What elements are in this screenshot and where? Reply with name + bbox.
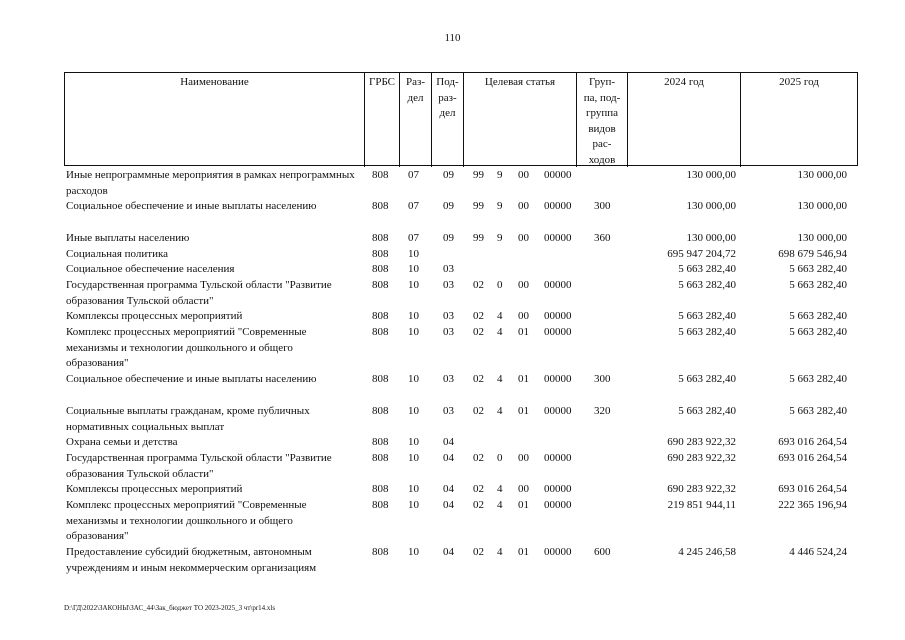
row-grbs: 808 bbox=[372, 436, 389, 448]
header-podrazdel bbox=[431, 73, 463, 167]
row-t2: 4 bbox=[497, 405, 503, 417]
header-group-1: Груп- bbox=[588, 76, 616, 88]
header-group-3: группа bbox=[585, 107, 619, 119]
row-y2: 130 000,00 bbox=[797, 169, 847, 181]
row-y2: 693 016 264,54 bbox=[778, 483, 847, 495]
row-name: Предоставление субсидий бюджетным, автономным учреждениям и иным некоммерческим организациям bbox=[66, 546, 317, 574]
row-t2: 4 bbox=[497, 373, 503, 385]
row-y1: 5 663 282,40 bbox=[678, 263, 736, 275]
row-t4: 00000 bbox=[544, 169, 572, 181]
row-rz: 10 bbox=[408, 436, 419, 448]
row-y1: 5 663 282,40 bbox=[678, 373, 736, 385]
header-podrazdel-1: Под- bbox=[436, 76, 459, 88]
row-y1: 130 000,00 bbox=[686, 200, 736, 212]
row-y2: 5 663 282,40 bbox=[789, 263, 847, 275]
row-y1: 5 663 282,40 bbox=[678, 310, 736, 322]
row-t3: 01 bbox=[518, 499, 529, 511]
header-group bbox=[576, 73, 627, 167]
row-grbs: 808 bbox=[372, 200, 389, 212]
row-t2: 4 bbox=[497, 499, 503, 511]
header-name-text: Наименование bbox=[180, 76, 249, 88]
row-name: Охрана семьи и детства bbox=[66, 436, 178, 448]
row-vr: 300 bbox=[594, 373, 611, 385]
row-y1: 130 000,00 bbox=[686, 232, 736, 244]
row-t4: 00000 bbox=[544, 200, 572, 212]
row-t3: 01 bbox=[518, 405, 529, 417]
row-y2: 5 663 282,40 bbox=[789, 405, 847, 417]
row-t4: 00000 bbox=[544, 452, 572, 464]
row-t4: 00000 bbox=[544, 373, 572, 385]
row-name: Социальное обеспечение и иные выплаты населению bbox=[66, 373, 317, 385]
header-year-2024-text: 2024 год bbox=[664, 76, 704, 88]
row-t1: 02 bbox=[473, 483, 484, 495]
row-t4: 00000 bbox=[544, 279, 572, 291]
row-pr: 04 bbox=[443, 436, 454, 448]
row-y2: 698 679 546,94 bbox=[778, 248, 847, 260]
row-t1: 99 bbox=[473, 200, 484, 212]
page-number: 110 bbox=[444, 32, 461, 44]
row-y2: 5 663 282,40 bbox=[789, 279, 847, 291]
header-group-5: рас- bbox=[592, 138, 612, 150]
header-year-2024 bbox=[627, 73, 740, 167]
row-grbs: 808 bbox=[372, 169, 389, 181]
row-grbs: 808 bbox=[372, 310, 389, 322]
row-pr: 03 bbox=[443, 326, 454, 338]
row-t3: 00 bbox=[518, 232, 529, 244]
row-grbs: 808 bbox=[372, 263, 389, 275]
row-grbs: 808 bbox=[372, 279, 389, 291]
row-t3: 00 bbox=[518, 483, 529, 495]
row-t2: 4 bbox=[497, 483, 503, 495]
row-t3: 00 bbox=[518, 279, 529, 291]
header-razdel-1: Раз- bbox=[405, 76, 425, 88]
row-y1: 4 245 246,58 bbox=[678, 546, 736, 558]
header-grbs-text: ГРБС bbox=[368, 76, 396, 88]
row-rz: 10 bbox=[408, 405, 419, 417]
row-name: Государственная программа Тульской области "Развитие образования Тульской области" bbox=[66, 452, 332, 480]
row-grbs: 808 bbox=[372, 452, 389, 464]
row-y1: 690 283 922,32 bbox=[667, 452, 736, 464]
row-t4: 00000 bbox=[544, 483, 572, 495]
row-vr: 300 bbox=[594, 200, 611, 212]
row-t1: 02 bbox=[473, 326, 484, 338]
row-y2: 5 663 282,40 bbox=[789, 310, 847, 322]
row-y1: 5 663 282,40 bbox=[678, 326, 736, 338]
row-y2: 4 446 524,24 bbox=[789, 546, 847, 558]
row-y2: 5 663 282,40 bbox=[789, 326, 847, 338]
row-t4: 00000 bbox=[544, 232, 572, 244]
header-year-2025-text: 2025 год bbox=[779, 76, 819, 88]
row-rz: 10 bbox=[408, 263, 419, 275]
row-rz: 10 bbox=[408, 310, 419, 322]
row-rz: 10 bbox=[408, 499, 419, 511]
row-t4: 00000 bbox=[544, 310, 572, 322]
row-name: Социальное обеспечение населения bbox=[66, 263, 235, 275]
row-pr: 03 bbox=[443, 310, 454, 322]
row-t1: 02 bbox=[473, 279, 484, 291]
row-grbs: 808 bbox=[372, 326, 389, 338]
row-y2: 693 016 264,54 bbox=[778, 436, 847, 448]
row-t3: 00 bbox=[518, 452, 529, 464]
file-path: D:\ГД\2022\ЗАКОНЫ\ЗАС_44\Зак_бюджет ТО 2023-2025_3 чт\pr14.xls bbox=[64, 604, 276, 612]
row-grbs: 808 bbox=[372, 499, 389, 511]
row-y2: 130 000,00 bbox=[797, 232, 847, 244]
row-t2: 4 bbox=[497, 310, 503, 322]
row-grbs: 808 bbox=[372, 405, 389, 417]
row-rz: 07 bbox=[408, 200, 419, 212]
row-name: Комплекс процессных мероприятий "Современные механизмы и технологии дошкольного и общего образования" bbox=[66, 326, 307, 369]
row-pr: 04 bbox=[443, 483, 454, 495]
row-grbs: 808 bbox=[372, 232, 389, 244]
row-y1: 5 663 282,40 bbox=[678, 279, 736, 291]
row-y1: 695 947 204,72 bbox=[667, 248, 736, 260]
row-t2: 0 bbox=[497, 452, 503, 464]
row-pr: 03 bbox=[443, 405, 454, 417]
row-t3: 00 bbox=[518, 310, 529, 322]
row-rz: 07 bbox=[408, 232, 419, 244]
row-t2: 0 bbox=[497, 279, 503, 291]
row-pr: 03 bbox=[443, 263, 454, 275]
header-group-4: видов bbox=[588, 122, 616, 135]
row-pr: 04 bbox=[443, 546, 454, 558]
row-t3: 00 bbox=[518, 200, 529, 212]
row-rz: 10 bbox=[408, 452, 419, 464]
row-t4: 00000 bbox=[544, 326, 572, 338]
row-vr: 320 bbox=[594, 405, 611, 417]
row-t1: 02 bbox=[473, 452, 484, 464]
row-grbs: 808 bbox=[372, 248, 389, 260]
row-y2: 130 000,00 bbox=[797, 200, 847, 212]
row-pr: 09 bbox=[443, 200, 454, 212]
header-year-2025 bbox=[740, 73, 857, 167]
row-t3: 01 bbox=[518, 326, 529, 338]
row-vr: 600 bbox=[594, 546, 611, 558]
row-t4: 00000 bbox=[544, 499, 572, 511]
row-t1: 02 bbox=[473, 499, 484, 511]
row-name: Социальные выплаты гражданам, кроме публичных нормативных социальных выплат bbox=[66, 405, 310, 433]
row-rz: 07 bbox=[408, 169, 419, 181]
row-pr: 03 bbox=[443, 373, 454, 385]
header-razdel bbox=[399, 73, 431, 167]
row-pr: 09 bbox=[443, 169, 454, 181]
row-t1: 02 bbox=[473, 546, 484, 558]
row-t2: 4 bbox=[497, 326, 503, 338]
row-t2: 4 bbox=[497, 546, 503, 558]
row-grbs: 808 bbox=[372, 546, 389, 558]
row-name: Государственная программа Тульской области "Развитие образования Тульской области" bbox=[66, 279, 332, 307]
row-name: Комплексы процессных мероприятий bbox=[66, 310, 243, 322]
row-rz: 10 bbox=[408, 248, 419, 260]
row-grbs: 808 bbox=[372, 483, 389, 495]
row-t1: 02 bbox=[473, 310, 484, 322]
row-rz: 10 bbox=[408, 279, 419, 291]
header-group-6: ходов bbox=[588, 153, 616, 166]
row-y1: 5 663 282,40 bbox=[678, 405, 736, 417]
row-pr: 04 bbox=[443, 499, 454, 511]
row-rz: 10 bbox=[408, 483, 419, 495]
row-t2: 9 bbox=[497, 169, 503, 181]
row-name: Комплекс процессных мероприятий "Современные механизмы и технологии дошкольного и общего образования" bbox=[66, 499, 307, 542]
row-t4: 00000 bbox=[544, 546, 572, 558]
row-name: Комплексы процессных мероприятий bbox=[66, 483, 243, 495]
row-y1: 130 000,00 bbox=[686, 169, 736, 181]
row-t1: 99 bbox=[473, 232, 484, 244]
row-name: Иные непрограммные мероприятия в рамках непрограммных расходов bbox=[66, 169, 355, 197]
row-pr: 09 bbox=[443, 232, 454, 244]
header-grbs bbox=[364, 73, 399, 167]
row-t3: 01 bbox=[518, 546, 529, 558]
row-t3: 01 bbox=[518, 373, 529, 385]
row-y1: 690 283 922,32 bbox=[667, 436, 736, 448]
row-t1: 02 bbox=[473, 405, 484, 417]
table-header bbox=[64, 72, 858, 166]
row-t1: 99 bbox=[473, 169, 484, 181]
row-rz: 10 bbox=[408, 546, 419, 558]
row-y2: 693 016 264,54 bbox=[778, 452, 847, 464]
header-razdel-2: дел bbox=[407, 91, 424, 104]
header-podrazdel-3: дел bbox=[439, 107, 456, 119]
row-vr: 360 bbox=[594, 232, 611, 244]
row-y2: 222 365 196,94 bbox=[778, 499, 847, 511]
header-group-2: па, под- bbox=[583, 91, 621, 104]
row-pr: 04 bbox=[443, 452, 454, 464]
row-name: Иные выплаты населению bbox=[66, 232, 190, 244]
row-grbs: 808 bbox=[372, 373, 389, 385]
row-t4: 00000 bbox=[544, 405, 572, 417]
header-target-text: Целевая статья bbox=[484, 76, 556, 88]
row-y2: 5 663 282,40 bbox=[789, 373, 847, 385]
row-y1: 690 283 922,32 bbox=[667, 483, 736, 495]
row-t3: 00 bbox=[518, 169, 529, 181]
row-t1: 02 bbox=[473, 373, 484, 385]
header-target bbox=[463, 73, 576, 167]
row-rz: 10 bbox=[408, 373, 419, 385]
row-pr: 03 bbox=[443, 279, 454, 291]
row-t2: 9 bbox=[497, 232, 503, 244]
row-name: Социальное обеспечение и иные выплаты населению bbox=[66, 200, 317, 212]
row-name: Социальная политика bbox=[66, 248, 169, 260]
header-name bbox=[65, 73, 364, 167]
row-y1: 219 851 944,11 bbox=[667, 499, 736, 511]
header-podrazdel-2: раз- bbox=[438, 91, 457, 104]
row-rz: 10 bbox=[408, 326, 419, 338]
row-t2: 9 bbox=[497, 200, 503, 212]
